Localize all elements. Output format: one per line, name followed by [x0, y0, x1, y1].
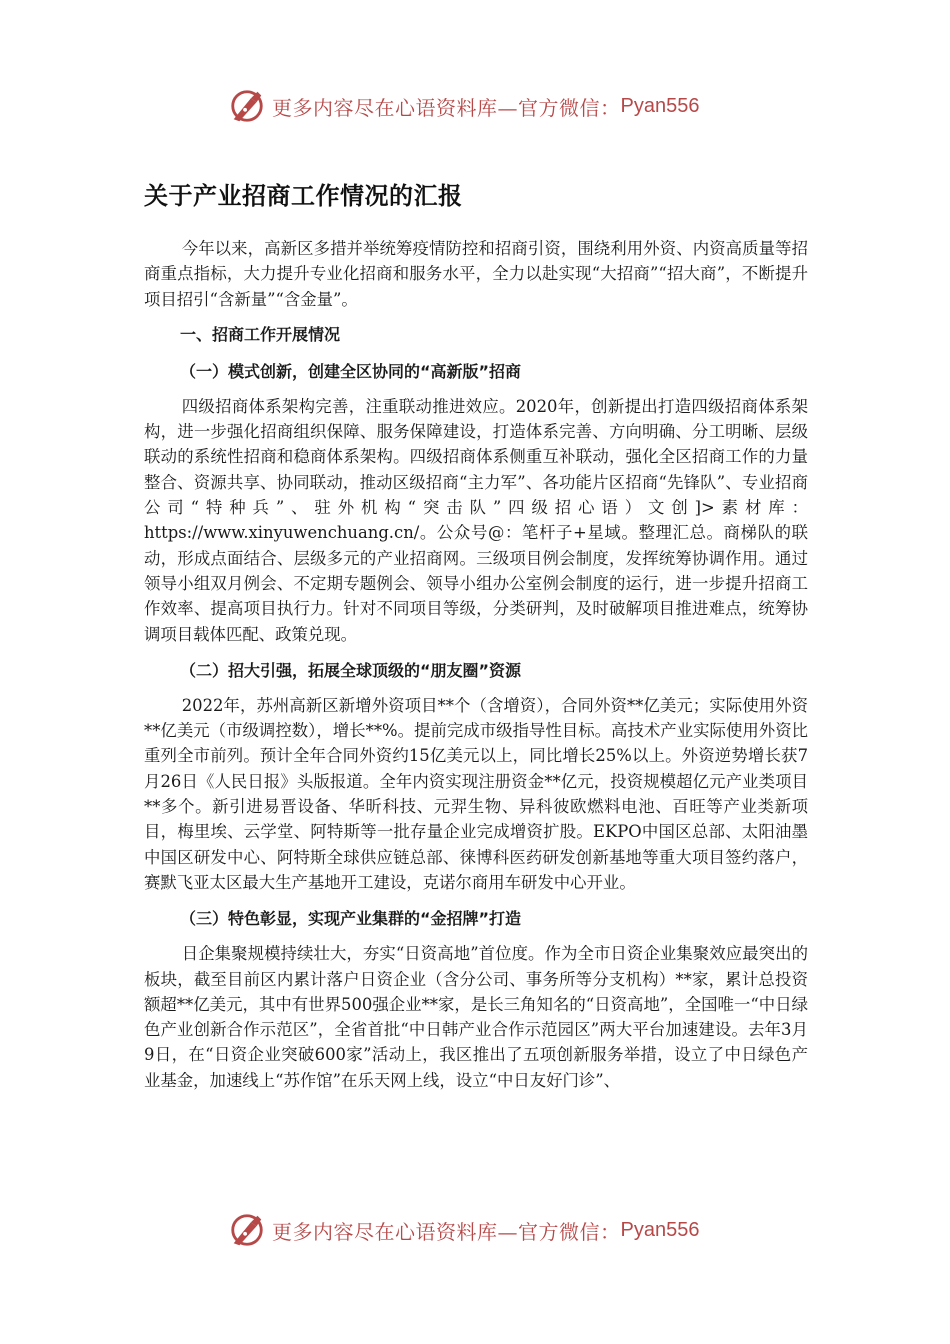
subsection-paragraph-1: 四级招商体系架构完善，注重联动推进效应。2020年，创新提出打造四级招商体系架构，进一步强化招商组织保障、服务保障建设，打造体系完善、方向明确、分工明晰、层级联动的系统性招商和稳商体系架构。四级招商体系侧重互补联动，强化全区招商工作的力量整合、资源共享、协同联动，推动区级招商“主力军”、各功能片区招商“先锋队”、专业招商公司“特种兵”、驻外机构“突击队”四级招心语）文创]>素材库：https://www.xinyuwenchuang.cn/。公众号@：笔杆子+星域。整理汇总。商梯队的联动，形成点面结合、层级多元的产业招商网。三级项目例会制度，发挥统筹协调作用。通过领导小组双月例会、不定期专题例会、领导小组办公室例会制度的运行，进一步提升招商工作效率、提高项目执行力。针对不同项目等级，分类研判，及时破解项目推进难点，统筹协调项目载体匹配、政策兑现。 [144, 396, 808, 644]
subsection-heading-2: （二）招大引强，拓展全球顶级的“朋友圈”资源 [180, 660, 522, 680]
document-title: 关于产业招商工作情况的汇报 [144, 182, 463, 210]
document-body [144, 176, 808, 1104]
watermark-wechat-id: Pyan556 [620, 1218, 700, 1241]
watermark-text: 更多内容尽在心语资料库—官方微信： [272, 1219, 621, 1244]
pen-nib-logo-icon [228, 1211, 266, 1249]
subsection-heading-3: （三）特色彰显，实现产业集群的“金招牌”打造 [180, 909, 522, 929]
watermark-wechat-id: Pyan556 [620, 94, 700, 117]
intro-paragraph: 今年以来，高新区多措并举统筹疫情防控和招商引资，围绕利用外资、内资高质量等招商重点指标，大力提升专业化招商和服务水平，全力以赴实现“大招商”“招大商”，不断提升项目招引“含新量”“含金量”。 [144, 239, 808, 309]
pen-nib-logo-icon [228, 87, 266, 125]
subsection-heading-1: （一）模式创新，创建全区协同的“高新版”招商 [180, 361, 522, 381]
watermark-banner-top [228, 84, 748, 128]
section-heading: 一、招商工作开展情况 [180, 324, 341, 344]
subsection-paragraph-3: 日企集聚规模持续壮大，夯实“日资高地”首位度。作为全市日资企业集聚效应最突出的板块，截至目前区内累计落户日资企业（含分公司、事务所等分支机构）**家，累计总投资额超**亿美元，其中有世界500强企业**家，是长三角知名的“日资高地”，全国唯一“中日绿色产业创新合作示范区”，全省首批“中日韩产业合作示范园区”两大平台加速建设。去年3月9日，在“日资企业突破600家”活动上，我区推出了五项创新服务举措，设立了中日绿色产业基金，加速线上“苏作馆”在乐天网上线，设立“中日友好门诊”、 [144, 944, 808, 1090]
subsection-paragraph-2: 2022年，苏州高新区新增外资项目**个（含增资），合同外资**亿美元；实际使用外资**亿美元（市级调控数），增长**%。提前完成市级指导性目标。高技术产业实际使用外资比重列全市前列。预计全年合同外资约15亿美元以上，同比增长25%以上。外资逆势增长获7月26日《人民日报》头版报道。全年内资实现注册资金**亿元，投资规模超亿元产业类项目**多个。新引进易晋设备、华昕科技、元羿生物、异科彼欧燃料电池、百旺等产业类新项目，梅里埃、云学堂、阿特斯等一批存量企业完成增资扩股。EKPO中国区总部、太阳油墨中国区研发中心、阿特斯全球供应链总部、徕博科医药研发创新基地等重大项目签约落户，赛默飞亚太区最大生产基地开工建设，克诺尔商用车研发中心开业。 [144, 695, 808, 892]
watermark-text: 更多内容尽在心语资料库—官方微信： [272, 95, 621, 120]
watermark-banner-bottom [228, 1208, 748, 1252]
